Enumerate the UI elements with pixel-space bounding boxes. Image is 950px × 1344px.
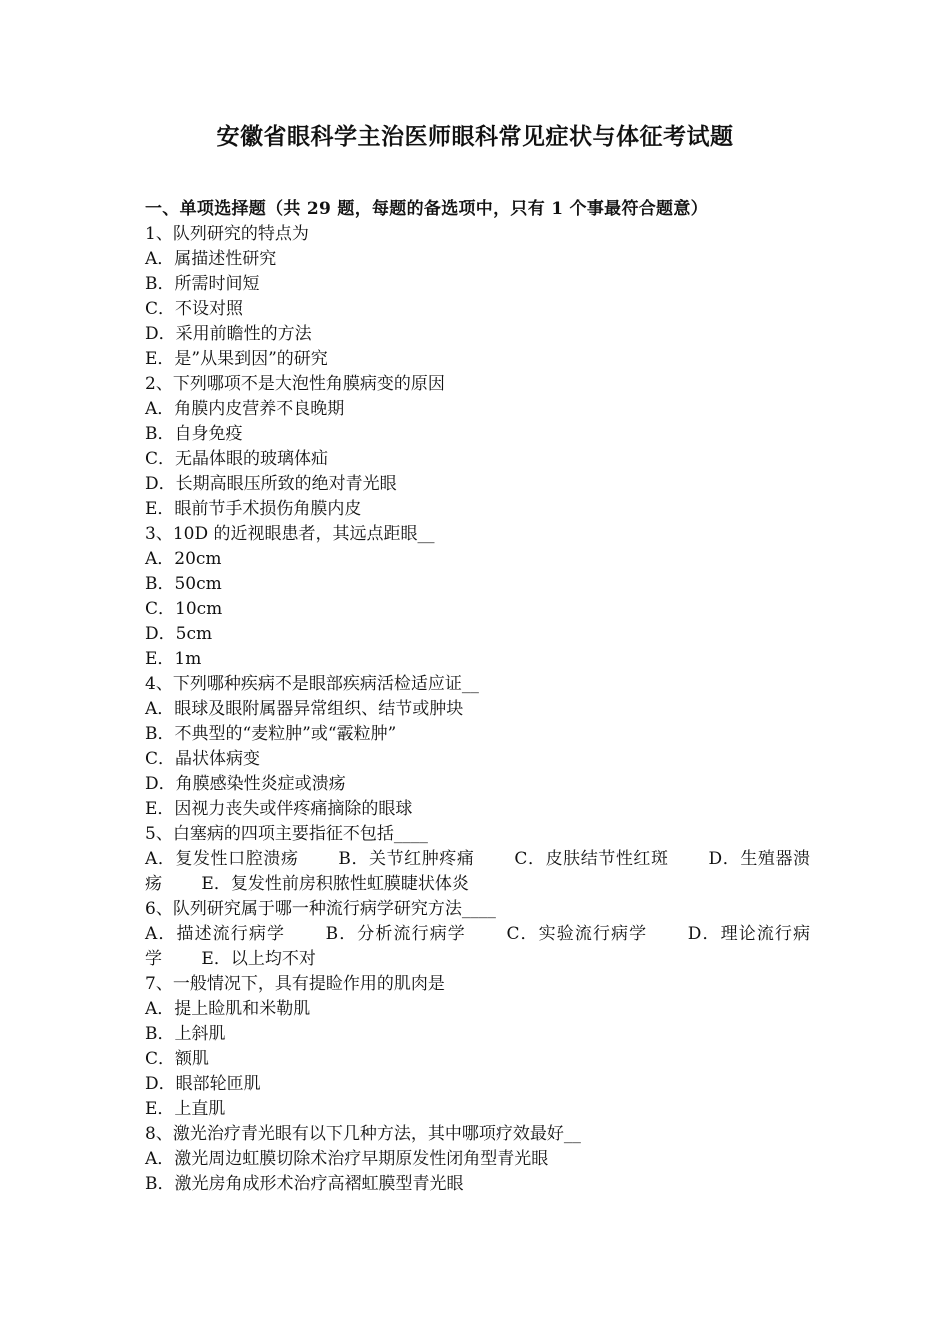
option-b: B．上斜肌 (145, 1024, 226, 1044)
inline-options (145, 922, 810, 972)
option-b: B．激光房角成形术治疗高褶虹膜型青光眼 (145, 1174, 464, 1194)
question-3 (145, 522, 810, 672)
option-c: C．无晶体眼的玻璃体疝 (145, 449, 329, 469)
option-b: B．分析流行病学 (325, 924, 466, 944)
option-c: C．不设对照 (145, 299, 244, 319)
document-body (145, 197, 810, 1197)
option-a: A．20cm (145, 549, 222, 569)
question-stem: 5、白塞病的四项主要指征不包括____ (145, 824, 428, 844)
option-c: C．晶状体病变 (145, 749, 261, 769)
option-a: A．属描述性研究 (145, 249, 277, 269)
question-7 (145, 972, 810, 1122)
option-d: D．角膜感染性炎症或溃疡 (145, 774, 346, 794)
option-e: E．上直肌 (145, 1099, 226, 1119)
option-b: B．不典型的“麦粒肿”或“霰粒肿” (145, 724, 397, 744)
section-heading: 一、单项选择题（共 29 题，每题的备选项中，只有 1 个事最符合题意） (145, 199, 708, 219)
option-d: D．眼部轮匝肌 (145, 1074, 261, 1094)
question-stem: 2、下列哪项不是大泡性角膜病变的原因 (145, 374, 445, 394)
option-e: E．1m (145, 649, 202, 669)
option-a: A．描述流行病学 (145, 924, 286, 944)
option-c: C．10cm (145, 599, 223, 619)
question-8 (145, 1122, 810, 1197)
option-a: A．激光周边虹膜切除术治疗早期原发性闭角型青光眼 (145, 1149, 549, 1169)
question-stem: 6、队列研究属于哪一种流行病学研究方法____ (145, 899, 496, 919)
option-e: E．眼前节手术损伤角膜内皮 (145, 499, 362, 519)
option-d: D．长期高眼压所致的绝对青光眼 (145, 474, 397, 494)
question-4 (145, 672, 810, 822)
option-e: E．是”从果到因”的研究 (145, 349, 328, 369)
option-c: C．实验流行病学 (506, 924, 648, 944)
question-6 (145, 897, 810, 972)
question-stem: 7、一般情况下，具有提睑作用的肌肉是 (145, 974, 445, 994)
option-b: B．关节红肿疼痛 (338, 849, 475, 869)
option-d: D．理论流行病学 (145, 924, 811, 969)
option-e: E．因视力丧失或伴疼痛摘除的眼球 (145, 799, 413, 819)
option-c: C．皮肤结节性红斑 (514, 849, 669, 869)
question-stem: 8、激光治疗青光眼有以下几种方法，其中哪项疗效最好__ (145, 1124, 581, 1144)
option-b: B．自身免疫 (145, 424, 243, 444)
option-d: D．生殖器溃疡 (145, 849, 811, 894)
option-d: D．采用前瞻性的方法 (145, 324, 312, 344)
document-title: 安徽省眼科学主治医师眼科常见症状与体征考试题 (216, 123, 734, 150)
option-e: E．以上均不对 (201, 949, 316, 969)
question-5 (145, 822, 810, 897)
option-e: E．复发性前房积脓性虹膜睫状体炎 (201, 874, 469, 894)
question-stem: 3、10D 的近视眼患者，其远点距眼__ (145, 524, 435, 544)
option-c: C．额肌 (145, 1049, 210, 1069)
option-a: A．提上睑肌和米勒肌 (145, 999, 311, 1019)
question-1 (145, 222, 810, 372)
option-a: A．复发性口腔溃疡 (145, 849, 299, 869)
option-b: B．50cm (145, 574, 222, 594)
question-stem: 1、队列研究的特点为 (145, 224, 309, 244)
option-b: B．所需时间短 (145, 274, 260, 294)
option-a: A．角膜内皮营养不良晚期 (145, 399, 345, 419)
option-a: A．眼球及眼附属器异常组织、结节或肿块 (145, 699, 464, 719)
inline-options (145, 847, 810, 897)
question-stem: 4、下列哪种疾病不是眼部疾病活检适应证__ (145, 674, 479, 694)
question-2 (145, 372, 810, 522)
option-d: D．5cm (145, 624, 213, 644)
